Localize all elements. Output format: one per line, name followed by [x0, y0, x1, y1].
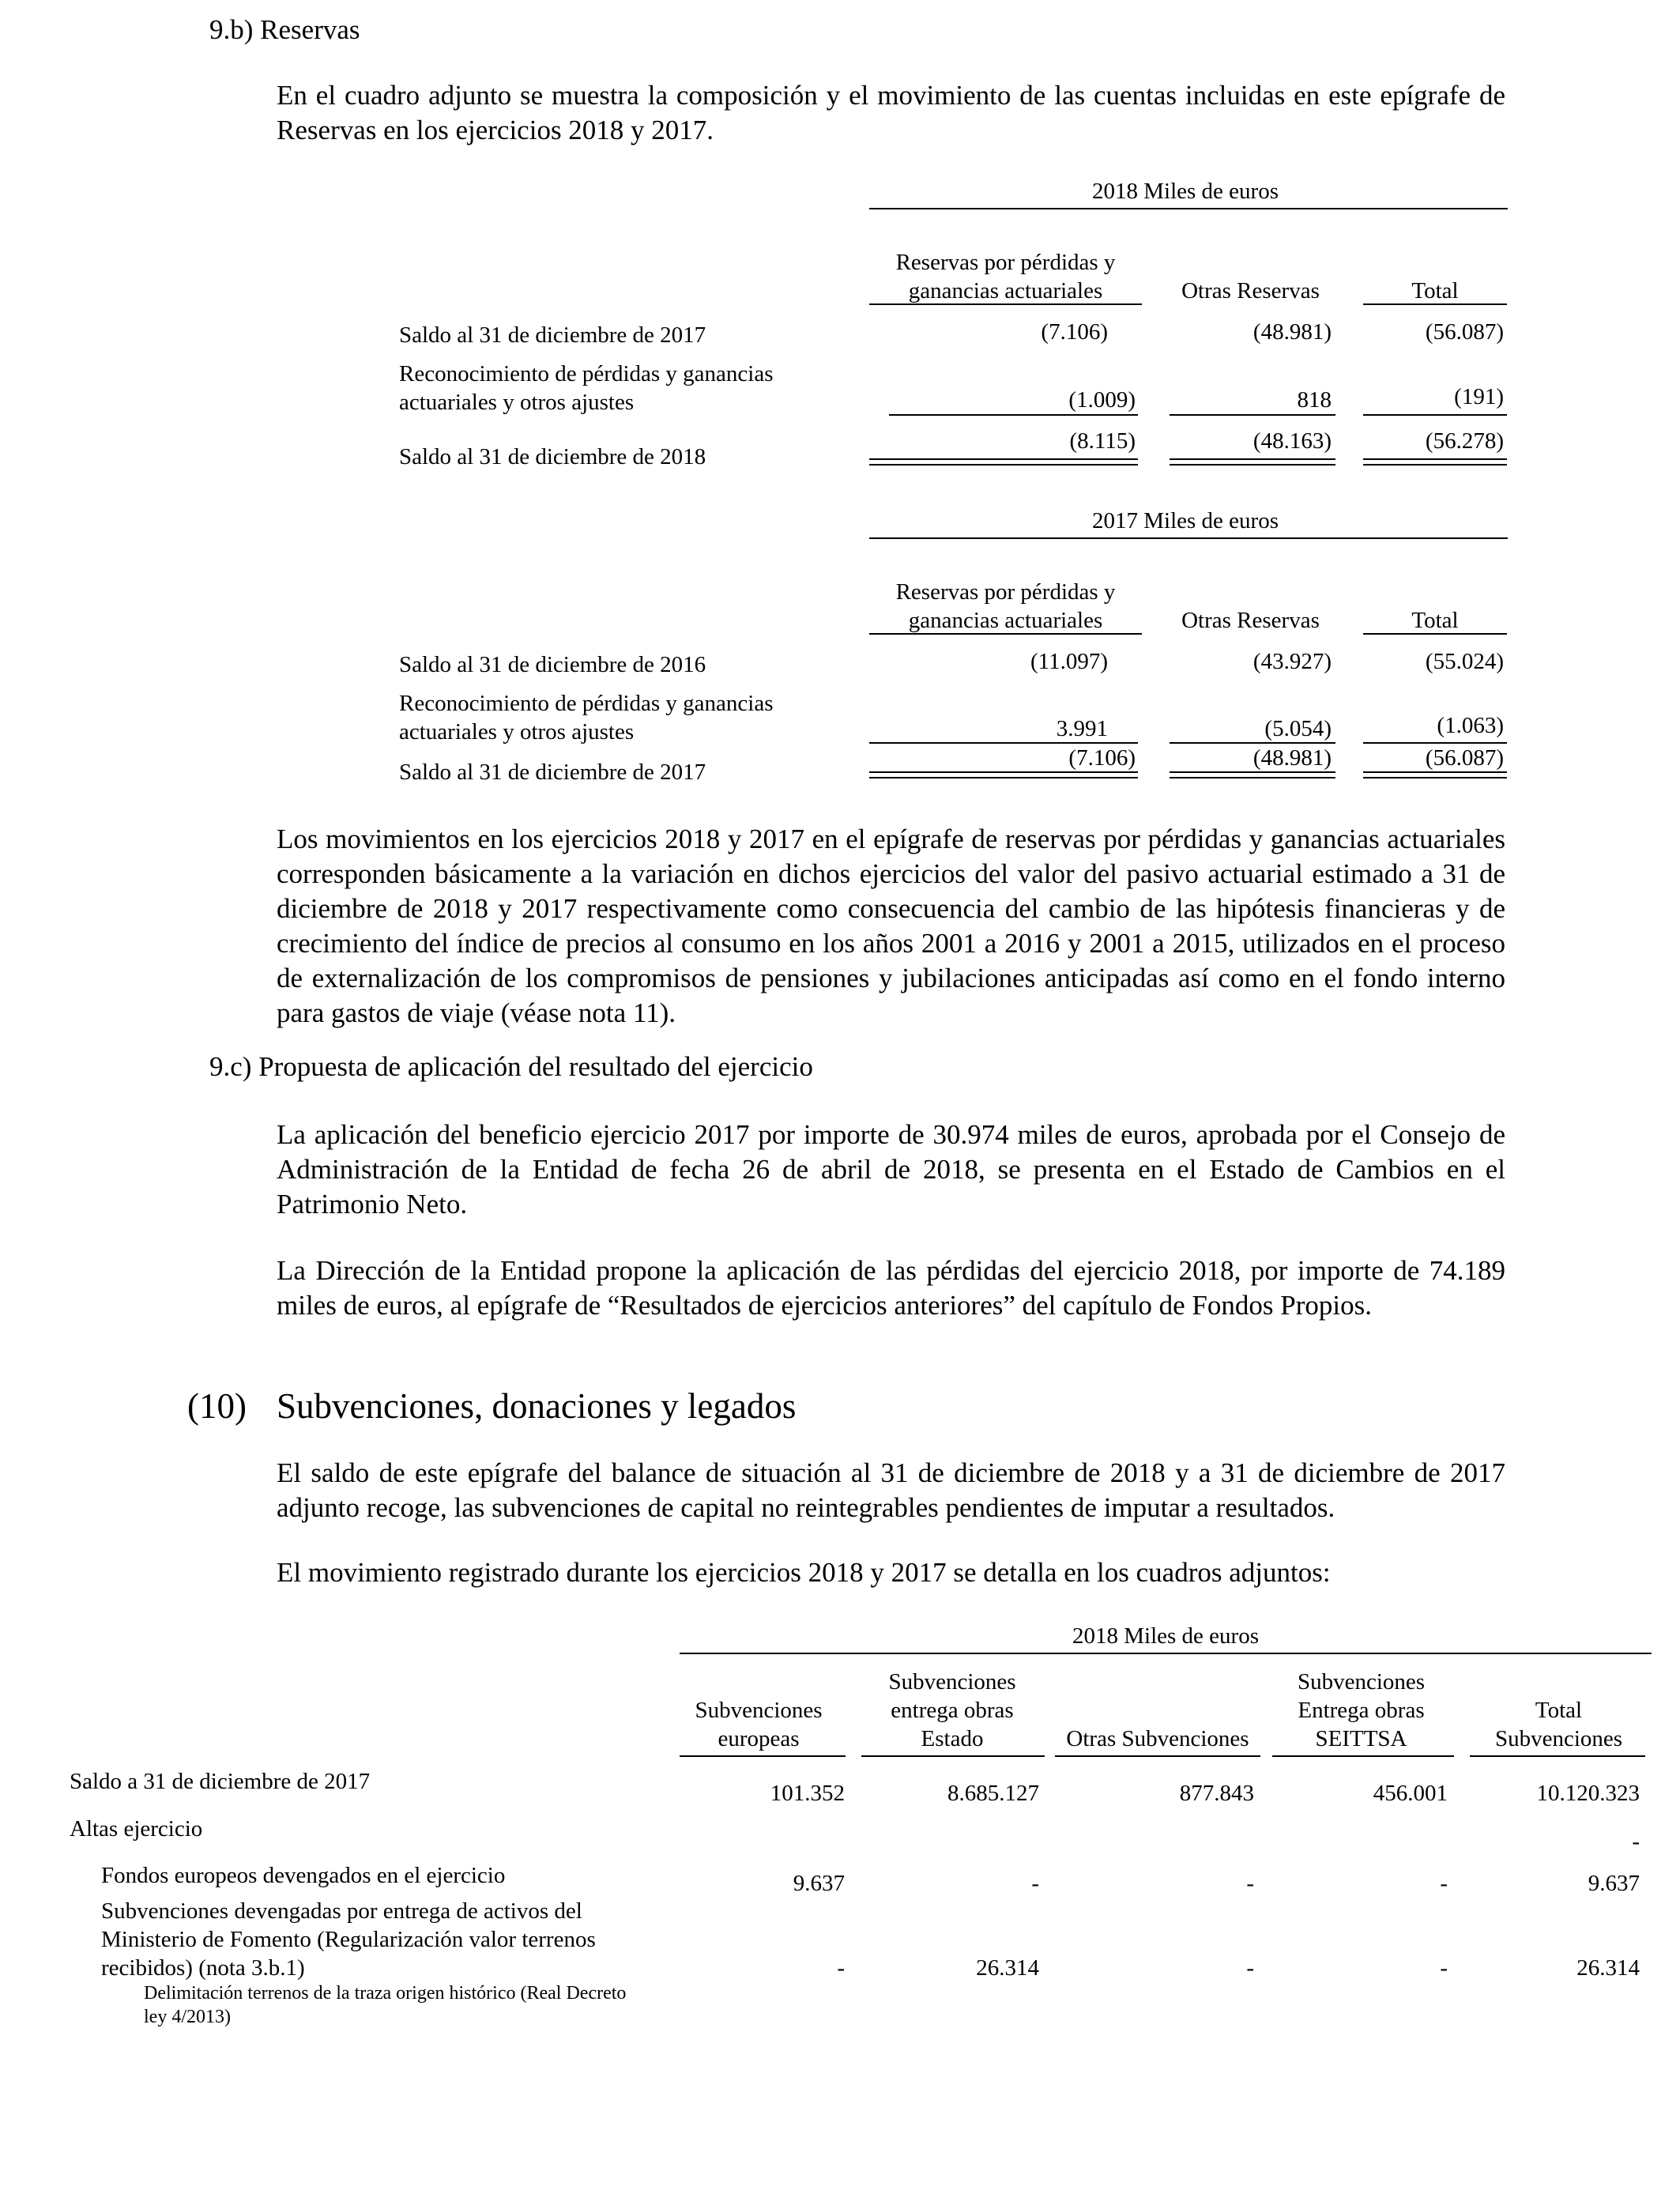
cell-value: - — [1632, 1829, 1640, 1854]
row-label: Saldo al 31 de diciembre de 2018 — [399, 444, 706, 469]
cell-value: 877.843 — [1179, 1781, 1254, 1806]
column-header: Total — [1411, 608, 1459, 633]
section-9c-heading: 9.c) Propuesta de aplicación del resultado del ejercicio — [209, 1051, 813, 1082]
table-caption: 2018 Miles de euros — [1072, 1623, 1259, 1649]
cell-value: 3.991 — [1056, 716, 1108, 741]
cell-value: (7.106) — [1068, 745, 1136, 771]
cell-value: (43.927) — [1252, 649, 1332, 674]
cell-value: - — [1031, 1871, 1039, 1896]
section-9c-paragraph-2: La Dirección de la Entidad propone la aplicación de las pérdidas del ejercicio 2018, por importe de 74.189 miles de euros, al epígrafe de “Resultados de ejercicios anteriores” del capítulo de Fondos Propios. — [277, 1255, 1505, 1321]
cell-value: 26.314 — [1576, 1955, 1640, 1981]
row-label: Delimitación terrenos de la traza origen histórico (Real Decreto ley 4/2013) — [144, 1983, 627, 2027]
section-9c-paragraph-1: La aplicación del beneficio ejercicio 2017 por importe de 30.974 miles de euros, aprobada por el Consejo de Administración de la Entidad de fecha 26 de abril de 2018, se presenta en el Estado de Cambios en el Patrimonio Neto. — [277, 1119, 1505, 1220]
cell-value: - — [1246, 1955, 1254, 1981]
row-label: Saldo al 31 de diciembre de 2017 — [399, 322, 706, 348]
row-label: Subvenciones devengadas por entrega de activos del Ministerio de Fomento (Regularización valor terrenos recibidos) (nota 3.b.1) — [101, 1898, 596, 1981]
row-label: Reconocimiento de pérdidas y ganancias actuariales y otros ajustes — [399, 361, 774, 415]
cell-value: 101.352 — [770, 1781, 845, 1806]
column-header: Reservas por pérdidas y ganancias actuariales — [895, 579, 1116, 633]
cell-value: (11.097) — [1030, 649, 1108, 674]
section-10-title: Subvenciones, donaciones y legados — [277, 1386, 797, 1426]
cell-value: - — [1440, 1955, 1448, 1981]
column-header: Subvenciones entrega obras Estado — [888, 1669, 1016, 1751]
column-header: Otras Subvenciones — [1066, 1726, 1249, 1751]
cell-value: (191) — [1454, 384, 1504, 409]
cell-value: 8.685.127 — [947, 1781, 1039, 1806]
cell-value: 26.314 — [976, 1955, 1039, 1981]
cell-value: - — [1440, 1871, 1448, 1896]
column-header: Otras Reservas — [1181, 608, 1320, 633]
section-9b-intro: En el cuadro adjunto se muestra la composición y el movimiento de las cuentas incluidas en este epígrafe de Reservas en los ejercicios 2018 y 2017. — [277, 80, 1505, 145]
column-header: Subvenciones europeas — [695, 1698, 823, 1751]
cell-value: (7.106) — [1041, 319, 1108, 345]
cell-value: - — [837, 1955, 845, 1981]
cell-value: 818 — [1297, 387, 1332, 413]
table-caption: 2018 Miles de euros — [1092, 179, 1279, 204]
cell-value: (8.115) — [1069, 428, 1136, 454]
row-label: Saldo a 31 de diciembre de 2017 — [70, 1769, 371, 1794]
column-header: Reservas por pérdidas y ganancias actuariales — [895, 250, 1116, 303]
cell-value: 9.637 — [1588, 1871, 1640, 1896]
cell-value: (1.009) — [1068, 387, 1136, 413]
row-label: Reconocimiento de pérdidas y ganancias actuariales y otros ajustes — [399, 691, 774, 745]
section-9b-explanation: Los movimientos en los ejercicios 2018 y 2017 en el epígrafe de reservas por pérdidas y ganancias actuariales corresponden básicamente a la variación en dichos ejercicios del valor del pasivo actuarial estimado a 31 de diciembre de 2018 y 2017 respectivamente como consecuencia del cambio de las hipótesis financieras y de crecimiento del índice de precios al consumo en los años 2001 a 2016 y 2001 a 2015, utilizados en el proceso de externalización de los compromisos de pensiones y jubilaciones anticipadas así como en el fondo interno para gastos de viaje (véase nota 11). — [277, 824, 1505, 1028]
section-10-number: (10) — [187, 1386, 247, 1426]
column-header: Subvenciones Entrega obras SEITTSA — [1297, 1669, 1426, 1751]
cell-value: (55.024) — [1425, 649, 1504, 674]
cell-value: (48.981) — [1252, 319, 1332, 345]
section-10-paragraph-2: El movimiento registrado durante los ejercicios 2018 y 2017 se detalla en los cuadros adjuntos: — [277, 1557, 1331, 1588]
cell-value: (48.163) — [1252, 428, 1332, 454]
cell-value: - — [1246, 1871, 1254, 1896]
cell-value: (56.278) — [1425, 428, 1504, 454]
table-caption: 2017 Miles de euros — [1092, 508, 1279, 533]
section-9b-heading: 9.b) Reservas — [209, 14, 360, 45]
column-header: Otras Reservas — [1181, 278, 1320, 303]
cell-value: (5.054) — [1264, 716, 1332, 741]
cell-value: 456.001 — [1373, 1781, 1448, 1806]
cell-value: (56.087) — [1425, 319, 1504, 345]
section-10-paragraph-1: El saldo de este epígrafe del balance de situación al 31 de diciembre de 2018 y a 31 de diciembre de 2017 adjunto recoge, las subvenciones de capital no reintegrables pendientes de imputar a resultados. — [277, 1457, 1505, 1523]
cell-value: (1.063) — [1437, 713, 1504, 738]
row-label: Fondos europeos devengados en el ejercicio — [101, 1863, 506, 1888]
cell-value: 10.120.323 — [1536, 1781, 1640, 1806]
cell-value: (48.981) — [1252, 745, 1332, 771]
column-header: Total Subvenciones — [1494, 1698, 1623, 1751]
row-label: Saldo al 31 de diciembre de 2016 — [399, 652, 706, 677]
row-label: Altas ejercicio — [70, 1816, 203, 1842]
cell-value: 9.637 — [793, 1871, 845, 1896]
column-header: Total — [1411, 278, 1459, 303]
row-label: Saldo al 31 de diciembre de 2017 — [399, 760, 706, 785]
cell-value: (56.087) — [1425, 745, 1504, 771]
